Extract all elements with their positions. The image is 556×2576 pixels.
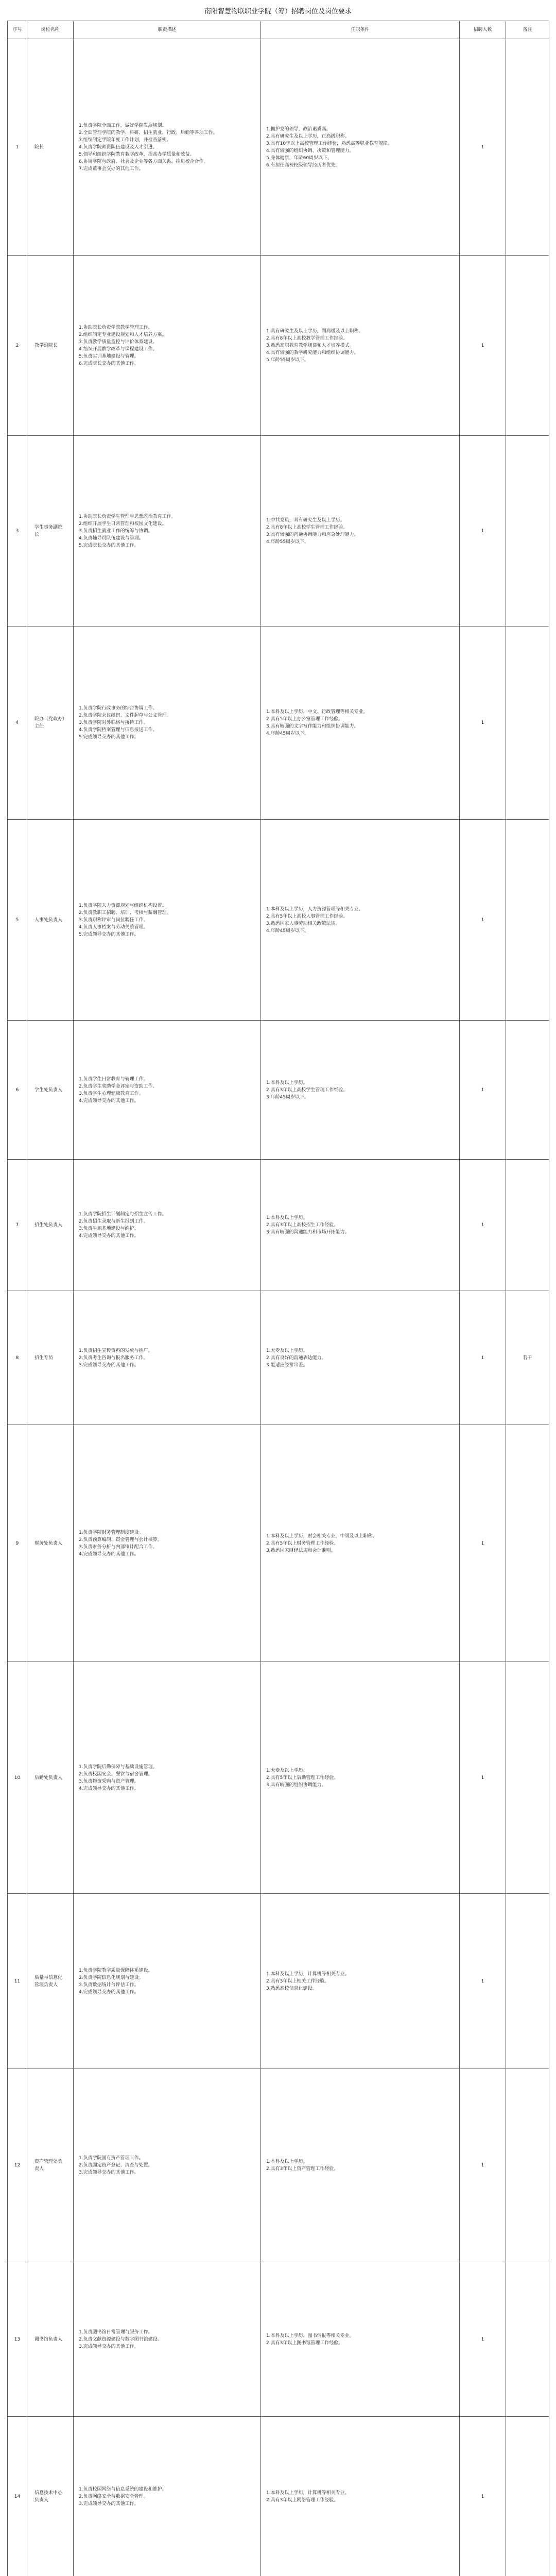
- headcount: [460, 2069, 506, 2262]
- headcount: [460, 256, 506, 436]
- table-row: [8, 436, 549, 626]
- requirement-line: 3.能适应经常出差。: [266, 1362, 308, 1368]
- requirement-line: 1.本科及以上学历，财会相关专业，中级及以上职称。: [266, 1533, 377, 1539]
- job-requirements: [261, 256, 460, 436]
- duty-description: [74, 1894, 261, 2069]
- duty-description: [74, 2069, 261, 2262]
- duty-line: 3.负责职称评审与岗位聘任工作。: [79, 917, 148, 923]
- duty-description: [74, 256, 261, 436]
- position-name: [27, 2069, 74, 2262]
- requirement-line: 4.具有较强的教学研究能力和组织协调能力。: [266, 350, 359, 355]
- position-name: [27, 2417, 74, 2576]
- requirement-line: 5.年龄55周岁以下。: [266, 357, 309, 363]
- duty-description: [74, 1662, 261, 1894]
- remark: [506, 2262, 549, 2417]
- headcount: [460, 2417, 506, 2576]
- headcount: [460, 39, 506, 256]
- requirement-line: 1.本科及以上学历，计算机等相关专业。: [266, 2490, 350, 2496]
- duty-description: [74, 626, 261, 820]
- duty-line: 2.负责文献资源建设与数字图书馆建设。: [79, 2336, 162, 2342]
- row-number-text: 5: [15, 917, 19, 923]
- position-name-text: 招生专员: [34, 1355, 54, 1361]
- remark: [506, 1662, 549, 1894]
- header-no: 序号: [8, 21, 27, 39]
- row-number-text: 12: [14, 2163, 21, 2168]
- duty-line: 2.负责固定资产登记、清查与处置。: [79, 2163, 153, 2168]
- duty-line: 3.负责招生就业工作的统筹与协调。: [79, 528, 153, 534]
- duty-line: 4.完成领导交办的其他工作。: [79, 1989, 139, 1995]
- duty-line: 3.负责生源基地建设与维护。: [79, 1226, 139, 1231]
- headcount-text: 1: [481, 144, 484, 150]
- duty-line: 6.协调学院与政府、社会及企业等各方面关系，推进校企合作。: [79, 159, 208, 164]
- headcount-text: 1: [481, 2336, 484, 2342]
- row-number: [8, 1291, 27, 1425]
- position-name: [27, 1894, 74, 2069]
- duty-line: 2.负责招生录取与新生报到工作。: [79, 1219, 148, 1224]
- row-number: [8, 39, 27, 256]
- requirement-line: 3.熟悉国家人事劳动相关政策法规。: [266, 921, 340, 926]
- headcount-text: 1: [481, 917, 484, 923]
- requirement-line: 3.具有较强的组织协调能力。: [266, 1782, 326, 1788]
- position-name: [27, 256, 74, 436]
- row-number-text: 11: [14, 1978, 21, 1984]
- duty-description: [74, 39, 261, 256]
- duty-line: 1.协助院长负责学院教学管理工作。: [79, 325, 153, 330]
- duty-line: 4.负责辅导员队伍建设与管理。: [79, 535, 144, 541]
- duty-line: 3.负责学生心理健康教育工作。: [79, 1091, 144, 1096]
- table-row: [8, 2417, 549, 2576]
- requirement-line: 1.具有研究生及以上学历，副高级及以上职称。: [266, 328, 363, 334]
- requirement-line: 3.具有较强的沟通能力和市场开拓能力。: [266, 1230, 350, 1235]
- duty-line: 2.负责学院会议组织、文件起草与公文管理。: [79, 713, 171, 718]
- headcount: [460, 436, 506, 626]
- requirement-line: 6.有担任高校校级领导经历者优先。: [266, 162, 340, 168]
- row-number: [8, 1425, 27, 1662]
- remark: [506, 626, 549, 820]
- duty-line: 1.负责学院国有资产管理工作。: [79, 2156, 144, 2161]
- requirement-line: 1.中共党员，具有研究生及以上学历。: [266, 517, 345, 523]
- requirement-line: 4.具有较强的组织协调、决策和管理能力。: [266, 148, 354, 154]
- duty-description: [74, 820, 261, 1021]
- duty-line: 1.负责学生日常教育与管理工作。: [79, 1076, 148, 1082]
- duty-line: 3.完成领导交办的其他工作。: [79, 2344, 139, 2349]
- row-number: [8, 626, 27, 820]
- remark: [506, 1021, 549, 1160]
- duty-line: 2.组织开展学生日常管理和校园文化建设。: [79, 521, 167, 527]
- header-name: 岗位名称: [27, 21, 74, 39]
- headcount-text: 1: [481, 2494, 484, 2499]
- headcount: [460, 1160, 506, 1291]
- requirement-line: 1.本科及以上学历，中文、行政管理等相关专业。: [266, 709, 368, 715]
- duty-description: [74, 2417, 261, 2576]
- duty-line: 1.负责学院全面工作，做好学院发展规划。: [79, 123, 167, 128]
- requirement-line: 1.本科及以上学历，计算机等相关专业。: [266, 1971, 350, 1977]
- headcount: [460, 1291, 506, 1425]
- headcount-text: 1: [481, 1978, 484, 1984]
- table-row: [8, 2069, 549, 2262]
- duty-description: [74, 436, 261, 626]
- row-number: [8, 2417, 27, 2576]
- position-name: [27, 39, 74, 256]
- duty-description: [74, 1291, 261, 1425]
- requirement-line: 5.身体健康，年龄60周岁以下。: [266, 155, 333, 161]
- position-name: [27, 1291, 74, 1425]
- position-name-text: 信息技术中心负责人: [34, 2490, 63, 2503]
- headcount-text: 1: [481, 2163, 484, 2168]
- requirement-line: 1.本科及以上学历。: [266, 1080, 308, 1086]
- remark: [506, 2069, 549, 2262]
- requirement-line: 4.年龄45周岁以下。: [266, 928, 309, 934]
- duty-line: 3.负责学院对外联络与接待工作。: [79, 720, 148, 725]
- duty-line: 5.负责实训基地建设与管理。: [79, 353, 139, 359]
- position-name: [27, 436, 74, 626]
- requirement-line: 2.具有5年以上高校人事管理工作经验。: [266, 913, 348, 919]
- duty-line: 2.负责教职工招聘、培训、考核与薪酬管理。: [79, 910, 171, 916]
- requirement-line: 3.熟悉高校信息化建设。: [266, 1986, 317, 1991]
- row-number: [8, 436, 27, 626]
- row-number-text: 10: [14, 1775, 21, 1781]
- duty-line: 3.负责数据统计与评估工作。: [79, 1982, 139, 1988]
- duty-line: 1.负责学院教学质量保障体系建设。: [79, 1968, 153, 1973]
- duty-line: 3.负责财务分析与内部审计配合工作。: [79, 1544, 158, 1550]
- duty-line: 4.完成领导交办的其他工作。: [79, 1551, 139, 1557]
- headcount-text: 1: [481, 528, 484, 534]
- row-number: [8, 820, 27, 1021]
- position-name: [27, 626, 74, 820]
- position-name-text: 后勤处负责人: [34, 1775, 63, 1781]
- remark: [506, 820, 549, 1021]
- table-row: [8, 1291, 549, 1425]
- duty-line: 2.负责考生咨询与报名服务工作。: [79, 1355, 148, 1361]
- row-number: [8, 1021, 27, 1160]
- header-duty: 职责描述: [74, 21, 261, 39]
- document-title: 南阳智慧物联职业学院（筹）招聘岗位及岗位要求: [204, 8, 352, 15]
- table-row: [8, 820, 549, 1021]
- row-number-text: 14: [14, 2494, 21, 2499]
- requirement-line: 1.本科及以上学历，人力资源管理等相关专业。: [266, 906, 363, 912]
- position-name: [27, 1021, 74, 1160]
- duty-description: [74, 1160, 261, 1291]
- headcount-text: 1: [481, 1775, 484, 1781]
- duty-line: 1.负责学院财务管理制度建设。: [79, 1530, 144, 1535]
- remark: [506, 436, 549, 626]
- duty-line: 4.组织开展教学改革与课程建设工作。: [79, 346, 158, 352]
- requirement-line: 1.大专及以上学历。: [266, 1348, 308, 1353]
- duty-line: 4.负责学院档案管理与信息报送工作。: [79, 727, 158, 733]
- headcount: [460, 1021, 506, 1160]
- requirement-line: 3.具有10年以上高校管理工作经验，熟悉高等职业教育规律。: [266, 141, 393, 146]
- duty-line: 3.完成领导交办的其他工作。: [79, 1362, 139, 1368]
- headcount: [460, 1662, 506, 1894]
- table-header-row: [8, 21, 549, 39]
- duty-line: 1.负责校园网络与信息系统的建设和维护。: [79, 2486, 167, 2492]
- duty-line: 5.领导和组织学院教育教学改革，提高办学质量和效益。: [79, 151, 195, 157]
- header-count: 招聘人数: [460, 21, 506, 39]
- row-number-text: 3: [15, 528, 19, 534]
- table-row: [8, 1160, 549, 1291]
- requirement-line: 2.具有3年以上资产管理工作经验。: [266, 2166, 339, 2172]
- job-requirements: [261, 820, 460, 1021]
- row-number-text: 4: [15, 720, 19, 725]
- duty-line: 1.负责学院招生计划制定与招生宣传工作。: [79, 1212, 167, 1217]
- requirement-line: 4.年龄55周岁以下。: [266, 539, 309, 545]
- duty-line: 6.完成院长交办的其他工作。: [79, 361, 139, 366]
- duty-line: 4.完成领导交办的其他工作。: [79, 1233, 139, 1239]
- row-number-text: 1: [15, 144, 19, 150]
- job-requirements: [261, 1160, 460, 1291]
- row-number: [8, 1662, 27, 1894]
- requirement-line: 2.具有5年以上后勤管理工作经验。: [266, 1775, 339, 1781]
- duty-line: 1.负责图书馆日常管理与服务工作。: [79, 2329, 153, 2335]
- headcount-text: 1: [481, 343, 484, 348]
- row-number: [8, 256, 27, 436]
- duty-line: 4.负责学院师资队伍建设及人才引进。: [79, 144, 158, 150]
- job-requirements: [261, 1425, 460, 1662]
- position-name: [27, 820, 74, 1021]
- requirement-line: 4.年龄45周岁以下。: [266, 731, 309, 736]
- position-name-text: 学生事务副院长: [34, 524, 63, 537]
- duty-line: 2.负责网络安全与数据安全管理。: [79, 2494, 148, 2499]
- duty-description: [74, 1425, 261, 1662]
- requirement-line: 2.具有3年以上网络管理工作经验。: [266, 2497, 339, 2503]
- duty-line: 5.完成领导交办的其他工作。: [79, 931, 139, 937]
- table-row: [8, 1894, 549, 2069]
- requirement-line: 2.具有8年以上高校教学管理工作经验。: [266, 335, 348, 341]
- duty-line: 2.负责学院信息化规划与建设。: [79, 1975, 144, 1980]
- row-number-text: 6: [15, 1087, 19, 1093]
- position-name-text: 质量与信息化管理负责人: [34, 1975, 63, 1988]
- requirement-line: 1.本科及以上学历，图书情报等相关专业。: [266, 2333, 354, 2338]
- remark: [506, 1291, 549, 1425]
- requirement-line: 2.具有8年以上高校学生管理工作经验。: [266, 524, 348, 530]
- table-row: [8, 626, 549, 820]
- table-row: [8, 2262, 549, 2417]
- headcount-text: 1: [481, 1355, 484, 1361]
- job-requirements: [261, 1662, 460, 1894]
- requirement-line: 2.具有3年以上图书馆管理工作经验。: [266, 2340, 343, 2346]
- headcount: [460, 1894, 506, 2069]
- requirement-line: 1.拥护党的领导，政治素质高。: [266, 126, 331, 132]
- remark: [506, 1894, 549, 2069]
- requirement-line: 2.具有3年以上高校招生工作经验。: [266, 1223, 339, 1228]
- requirement-line: 3.熟悉国家财经法规和会计准则。: [266, 1548, 336, 1553]
- job-requirements: [261, 436, 460, 626]
- duty-line: 4.完成领导交办的其他工作。: [79, 1786, 139, 1791]
- remark: [506, 256, 549, 436]
- job-requirements: [261, 2262, 460, 2417]
- position-name-text: 院长: [34, 144, 44, 150]
- requirement-line: 2.具有5年以上财务管理工作经验。: [266, 1540, 339, 1546]
- duty-line: 4.完成领导交办的其他工作。: [79, 1098, 139, 1104]
- position-name: [27, 2262, 74, 2417]
- job-requirements: [261, 1894, 460, 2069]
- job-requirements: [261, 2069, 460, 2262]
- duty-line: 3.完成领导交办的其他工作。: [79, 2501, 139, 2506]
- header-note: 备注: [506, 21, 549, 39]
- duty-line: 3.组织制定学院年度工作计划，并检查落实。: [79, 137, 171, 143]
- requirement-line: 3.年龄45周岁以下。: [266, 1094, 309, 1100]
- requirement-line: 1.本科及以上学历。: [266, 1215, 308, 1221]
- row-number: [8, 1894, 27, 2069]
- row-number-text: 7: [15, 1223, 19, 1228]
- duty-line: 1.负责招生宣传资料的发放与推广。: [79, 1348, 153, 1353]
- job-requirements: [261, 2417, 460, 2576]
- row-number: [8, 2069, 27, 2262]
- requirement-line: 3.具有较强的文字写作能力和组织协调能力。: [266, 724, 359, 729]
- duty-line: 3.完成领导交办的其他工作。: [79, 2170, 139, 2175]
- row-number-text: 13: [14, 2336, 21, 2342]
- duty-line: 3.负责教学质量监控与评价体系建设。: [79, 339, 158, 345]
- position-name: [27, 1160, 74, 1291]
- remark: [506, 2417, 549, 2576]
- position-name-text: 招生处负责人: [34, 1223, 63, 1228]
- duty-line: 2.负责校园安全、餐饮与宿舍管理。: [79, 1771, 153, 1777]
- headcount-text: 1: [481, 1087, 484, 1093]
- remark-text: 若干: [523, 1355, 532, 1361]
- job-requirements: [261, 1291, 460, 1425]
- headcount: [460, 626, 506, 820]
- recruitment-table: [7, 21, 549, 2576]
- table-row: [8, 1021, 549, 1160]
- requirement-line: 1.本科及以上学历。: [266, 2159, 308, 2164]
- position-name-text: 学生处负责人: [34, 1087, 63, 1093]
- table-row: [8, 1662, 549, 1894]
- position-name: [27, 1425, 74, 1662]
- duty-line: 5.完成领导交办的其他工作。: [79, 735, 139, 740]
- duty-line: 1.负责学院人力资源规划与组织机构设置。: [79, 903, 167, 908]
- job-requirements: [261, 626, 460, 820]
- position-name: [27, 1662, 74, 1894]
- row-number: [8, 2262, 27, 2417]
- duty-line: 2.组织制定专业建设规划和人才培养方案。: [79, 332, 167, 337]
- headcount-text: 1: [481, 720, 484, 725]
- document-page: [7, 0, 549, 2576]
- row-number-text: 2: [15, 343, 19, 348]
- duty-line: 4.负责人事档案与劳动关系管理。: [79, 924, 148, 930]
- requirement-line: 2.具有研究生及以上学历，正高级职称。: [266, 133, 350, 139]
- row-number-text: 8: [15, 1355, 19, 1361]
- table-row: [8, 1425, 549, 1662]
- duty-line: 2.负责预算编制、资金管理与会计核算。: [79, 1537, 162, 1543]
- table-body: [8, 39, 549, 2576]
- requirement-line: 1.大专及以上学历。: [266, 1768, 308, 1773]
- requirement-line: 2.具有3年以上相关工作经验。: [266, 1978, 329, 1984]
- position-name-text: 图书馆负责人: [34, 2336, 63, 2342]
- duty-line: 1.协助院长负责学生管理与思想政治教育工作。: [79, 514, 176, 519]
- duty-line: 3.负责物资采购与资产管理。: [79, 1778, 139, 1784]
- position-name-text: 资产管理处负责人: [34, 2159, 63, 2172]
- remark: [506, 39, 549, 256]
- job-requirements: [261, 1021, 460, 1160]
- table-row: [8, 39, 549, 256]
- remark: [506, 1425, 549, 1662]
- headcount: [460, 1425, 506, 1662]
- duty-line: 7.完成董事会交办的其他工作。: [79, 166, 144, 172]
- remark: [506, 1160, 549, 1291]
- duty-line: 1.负责学院行政事务的综合协调工作。: [79, 706, 158, 711]
- requirement-line: 2.具有良好的沟通表达能力。: [266, 1355, 326, 1361]
- position-name-text: 教学副院长: [34, 343, 58, 348]
- requirement-line: 2.具有3年以上高校学生管理工作经验。: [266, 1087, 348, 1093]
- row-number: [8, 1160, 27, 1291]
- requirement-line: 3.熟悉高职教育教学规律和人才培养模式。: [266, 343, 354, 348]
- requirement-line: 3.具有较强的沟通协调能力和应急处理能力。: [266, 532, 359, 537]
- headcount-text: 1: [481, 1540, 484, 1546]
- duty-line: 1.负责学院后勤保障与基础设施管理。: [79, 1764, 158, 1770]
- duty-description: [74, 2262, 261, 2417]
- headcount: [460, 2262, 506, 2417]
- duty-line: 5.完成院长交办的其他工作。: [79, 543, 139, 548]
- duty-line: 2.全面管理学院的教学、科研、招生就业、行政、后勤等各项工作。: [79, 130, 218, 135]
- row-number-text: 9: [15, 1540, 19, 1546]
- duty-line: 2.负责学生奖助学金评定与资助工作。: [79, 1083, 158, 1089]
- position-name-text: 院办（党政办）主任: [34, 717, 65, 729]
- headcount: [460, 820, 506, 1021]
- duty-description: [74, 1021, 261, 1160]
- position-name-text: 人事处负责人: [34, 917, 63, 923]
- position-name-text: 财务处负责人: [34, 1540, 63, 1546]
- job-requirements: [261, 39, 460, 256]
- table-row: [8, 256, 549, 436]
- headcount-text: 1: [481, 1223, 484, 1228]
- header-req: 任职条件: [261, 21, 460, 39]
- requirement-line: 2.具有5年以上办公室管理工作经验。: [266, 717, 343, 722]
